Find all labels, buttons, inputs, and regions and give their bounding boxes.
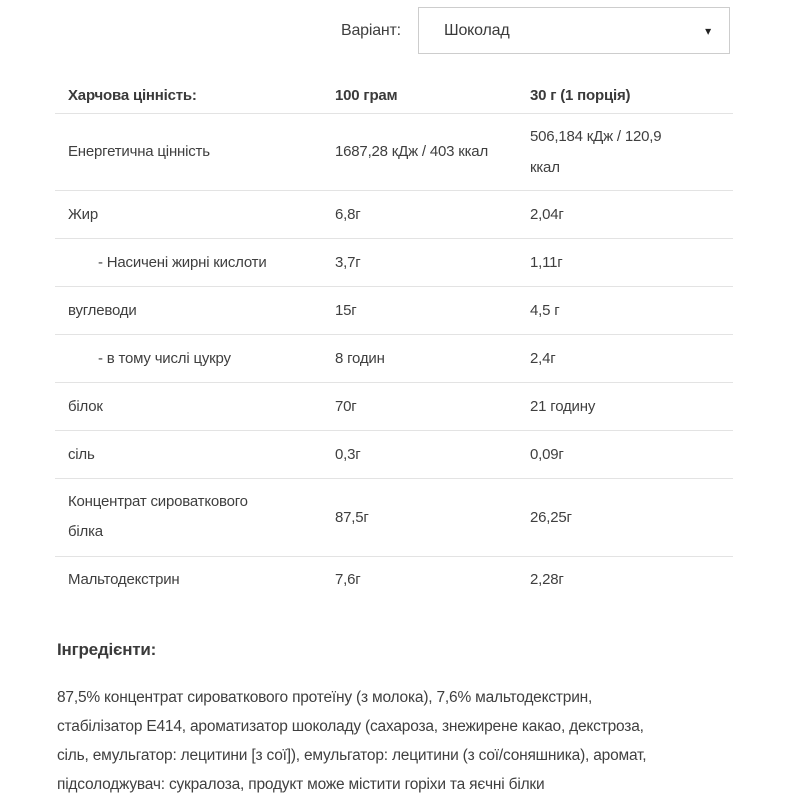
table-row bbox=[55, 190, 733, 238]
per-100g-value: 3,7г bbox=[335, 238, 530, 286]
ingredients-text-line: сіль, емульгатор: лецитини [з сої]), емульгатор: лецитини (з сої/соняшника), аромат, bbox=[57, 747, 647, 764]
header-per-serving: 30 г (1 порція) bbox=[530, 78, 733, 113]
per-100g-value: 8 годин bbox=[335, 334, 530, 382]
nutrient-name-cell: Концентрат сироваткового білка bbox=[55, 478, 335, 556]
per-100g-value: 70г bbox=[335, 382, 530, 430]
per-serving-value: 2,28г bbox=[530, 571, 564, 589]
per-serving-value: 506,184 кДж / 120,9 ккал bbox=[530, 113, 733, 190]
per-serving-value: 4,5 г bbox=[530, 286, 733, 334]
nutrient-name-cell: Енергетична цінність bbox=[55, 113, 335, 190]
per-100g-value: 15г bbox=[335, 286, 530, 334]
per-100g-value: 87,5г bbox=[335, 478, 530, 556]
ingredients-text-line: 87,5% концентрат сироваткового протеїну (з молока), 7,6% мальтодекстрин, bbox=[57, 689, 593, 706]
table-row bbox=[55, 430, 733, 478]
variant-selected-value: Шоколад bbox=[444, 21, 510, 39]
ingredients-section bbox=[57, 640, 777, 799]
variant-select[interactable] bbox=[418, 7, 730, 54]
nutrient-name-cell: Жир bbox=[55, 190, 335, 238]
per-100g-value: 0,3г bbox=[335, 430, 530, 478]
nutrient-name-cell: Мальтодекстрин bbox=[68, 571, 180, 589]
nutrition-table bbox=[55, 78, 733, 603]
nutrient-name-cell: - Насичені жирні кислоти bbox=[55, 238, 335, 286]
per-100g-value: 7,6г bbox=[335, 571, 361, 589]
per-serving-value: 26,25г bbox=[530, 478, 733, 556]
table-row bbox=[55, 478, 733, 556]
per-serving-value: 2,4г bbox=[530, 334, 733, 382]
per-serving-value: 0,09г bbox=[530, 430, 733, 478]
per-100g-value: 6,8г bbox=[335, 190, 530, 238]
table-row bbox=[55, 556, 733, 603]
header-product: Харчова цінність: bbox=[55, 78, 335, 113]
nutrient-name-cell: сіль bbox=[55, 430, 335, 478]
ingredients-text-line: підсолоджувач: сукралоза, продукт може містити горіхи та яєчні білки bbox=[57, 776, 545, 793]
table-row bbox=[55, 238, 733, 286]
chevron-down-icon: ▾ bbox=[705, 23, 711, 38]
variant-row bbox=[0, 0, 800, 78]
nutrient-name-cell: вуглеводи bbox=[55, 286, 335, 334]
nutrient-name-cell: - в тому числі цукру bbox=[55, 334, 335, 382]
table-row bbox=[55, 113, 733, 190]
header-per-100g: 100 грам bbox=[335, 78, 530, 113]
table-row bbox=[55, 286, 733, 334]
ingredients-text-line: стабілізатор Е414, ароматизатор шоколаду (сахароза, знежирене какао, декстроза, bbox=[57, 718, 644, 735]
variant-label: Варіант: bbox=[341, 22, 401, 39]
per-100g-value: 1687,28 кДж / 403 ккал bbox=[335, 113, 530, 190]
table-row bbox=[55, 334, 733, 382]
per-serving-value: 2,04г bbox=[530, 190, 733, 238]
ingredients-title: Інгредієнти: bbox=[57, 640, 157, 659]
per-serving-value: 21 годину bbox=[530, 382, 733, 430]
per-serving-value: 1,11г bbox=[530, 238, 733, 286]
nutrient-name-cell: білок bbox=[55, 382, 335, 430]
table-row bbox=[55, 382, 733, 430]
table-header-row bbox=[55, 78, 733, 113]
